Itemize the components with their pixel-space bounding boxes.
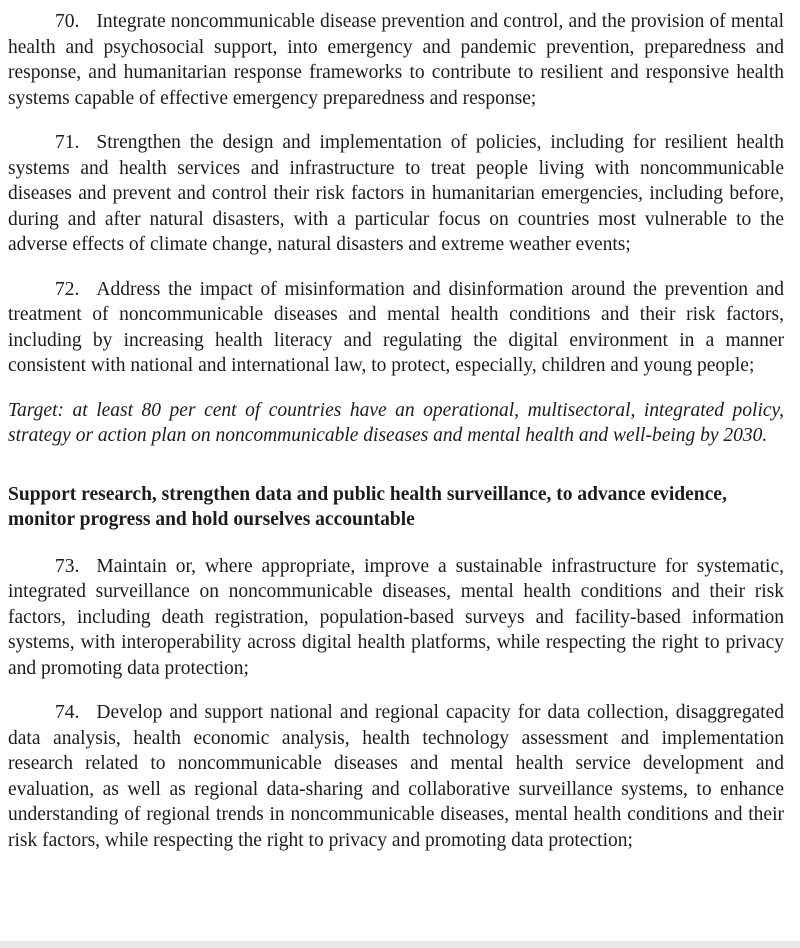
paragraph-72-number: 72. (55, 278, 80, 300)
paragraph-74-text: Develop and support national and regional capacity for data collection, disaggregated data analysis, health economic analysis, health technology assessment and implementation research related to noncommunicable diseases and mental health service development and evaluation, as well as regional data-sharing and collaborative surveillance systems, to enhance understanding of regional trends in noncommunicable diseases, mental health conditions and their risk factors, while respecting the right to privacy and promoting data protection; (8, 702, 784, 851)
paragraph-73-number: 73. (55, 555, 80, 577)
paragraph-73 (8, 554, 784, 682)
paragraph-71-text: Strengthen the design and implementation of policies, including for resilient health systems and health services and infrastructure to treat people living with noncommunicable diseases and prevent and control their risk factors in humanitarian emergencies, including before, during and after natural disasters, with a particular focus on countries most vulnerable to the adverse effects of climate change, natural disasters and extreme weather events; (8, 132, 784, 255)
section-heading: Support research, strengthen data and public health surveillance, to advance evidence, monitor progress and hold ourselves accountable (8, 483, 727, 530)
target-statement: Target: at least 80 per cent of countries have an operational, multisectoral, integrated policy, strategy or action plan on noncommunicable diseases and mental health and well-being by 2030. (8, 399, 784, 446)
paragraph-71 (8, 130, 784, 258)
paragraph-70-number: 70. (55, 11, 80, 32)
paragraph-70 (8, 9, 784, 111)
page-bottom-edge (0, 941, 800, 948)
paragraph-72-text: Address the impact of misinformation and disinformation around the prevention and treatment of noncommunicable diseases and mental health conditions and their risk factors, including by increasing health literacy and regulating the digital environment in a manner consistent with national and international law, to protect, especially, children and young people; (8, 278, 784, 376)
paragraph-74-number: 74. (55, 702, 80, 723)
paragraph-73-text: Maintain or, where appropriate, improve a sustainable infrastructure for systematic, integrated surveillance on noncommunicable diseases, mental health conditions and their risk factors, including death registration, population-based surveys and facility-based information systems, with interoperability across digital health platforms, while respecting the right to privacy and promoting data protection; (8, 555, 784, 679)
paragraph-72 (8, 277, 784, 379)
paragraph-74 (8, 700, 784, 853)
paragraph-70-text: Integrate noncommunicable disease prevention and control, and the provision of mental health and psychosocial support, into emergency and pandemic prevention, preparedness and response, and humanitarian response frameworks to contribute to resilient and responsive health systems capable of effective emergency preparedness and response; (8, 11, 784, 109)
paragraph-71-number: 71. (55, 132, 80, 153)
